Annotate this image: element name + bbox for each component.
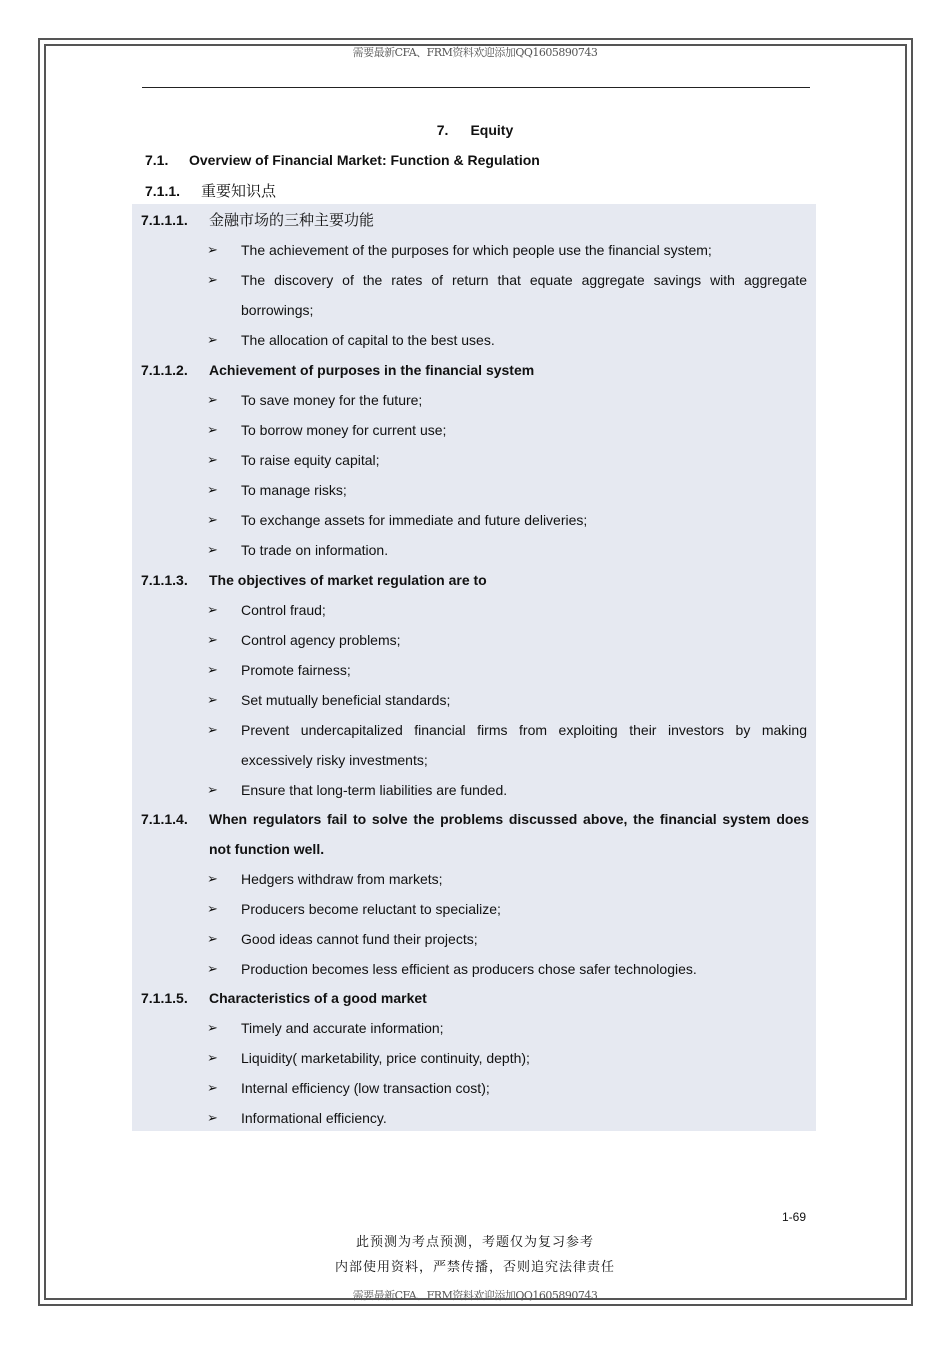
arrow-bullet-icon: ➢	[207, 632, 218, 647]
arrow-bullet-icon: ➢	[207, 242, 218, 257]
arrow-bullet-icon: ➢	[207, 452, 218, 467]
list-item: ➢ Control agency problems;	[207, 625, 807, 655]
list-item: ➢ To exchange assets for immediate and future deliveries;	[207, 505, 807, 535]
list-item: ➢ Set mutually beneficial standards;	[207, 685, 807, 715]
list-item: ➢ To trade on information.	[207, 535, 807, 565]
list-item: ➢ To save money for the future;	[207, 385, 807, 415]
list-item: ➢ The discovery of the rates of return that equate aggregate savings with aggregate borrowings;	[207, 265, 807, 325]
topic-number: 7.1.1.3.	[141, 572, 188, 588]
topic-number: 7.1.1.2.	[141, 362, 188, 378]
topic-heading-1	[141, 205, 809, 235]
arrow-bullet-icon: ➢	[207, 722, 218, 737]
watermark-bottom: 需要最新CFA、FRM资料欢迎添加QQ1605890743	[352, 1289, 598, 1302]
subsection-heading	[145, 180, 276, 201]
bullet-list-2	[207, 385, 807, 565]
footer-disclaimer-1: 此预测为考点预测，考题仅为复习参考	[355, 1235, 594, 1250]
arrow-bullet-icon: ➢	[207, 1080, 218, 1095]
topic-title: 金融市场的三种主要功能	[209, 211, 375, 229]
list-item: ➢ Timely and accurate information;	[207, 1013, 807, 1043]
arrow-bullet-icon: ➢	[207, 272, 218, 287]
list-item: ➢ Promote fairness;	[207, 655, 807, 685]
list-item: ➢ Hedgers withdraw from markets;	[207, 864, 807, 894]
list-item: ➢ Internal efficiency (low transaction cost);	[207, 1073, 807, 1103]
topic-title: The objectives of market regulation are to	[209, 572, 487, 588]
section-heading-text: Overview of Financial Market: Function & Regulation	[189, 152, 540, 168]
list-item: ➢ The achievement of the purposes for which people use the financial system;	[207, 235, 807, 265]
subsection-heading-text: 重要知识点	[201, 182, 277, 200]
arrow-bullet-icon: ➢	[207, 782, 218, 797]
topic-title: When regulators fail to solve the problems discussed above, the financial system does not function well.	[209, 811, 809, 857]
chapter-number: 7.	[436, 122, 449, 138]
arrow-bullet-icon: ➢	[207, 602, 218, 617]
arrow-bullet-icon: ➢	[207, 422, 218, 437]
arrow-bullet-icon: ➢	[207, 871, 218, 886]
bullet-list-3	[207, 595, 807, 805]
topic-number: 7.1.1.4.	[141, 811, 188, 827]
header-rule	[142, 87, 810, 88]
topic-title: Characteristics of a good market	[209, 990, 427, 1006]
list-item: ➢ Informational efficiency.	[207, 1103, 807, 1133]
list-item: ➢ Control fraud;	[207, 595, 807, 625]
arrow-bullet-icon: ➢	[207, 692, 218, 707]
arrow-bullet-icon: ➢	[207, 1020, 218, 1035]
topic-heading-5	[141, 983, 809, 1013]
subsection-number: 7.1.1.	[145, 183, 181, 199]
arrow-bullet-icon: ➢	[207, 392, 218, 407]
list-item: ➢ Liquidity( marketability, price continuity, depth);	[207, 1043, 807, 1073]
bullet-list-4	[207, 864, 807, 984]
arrow-bullet-icon: ➢	[207, 662, 218, 677]
section-number: 7.1.	[145, 152, 169, 168]
arrow-bullet-icon: ➢	[207, 542, 218, 557]
footer-disclaimer-2: 内部使用资料，严禁传播，否则追究法律责任	[334, 1260, 615, 1275]
arrow-bullet-icon: ➢	[207, 931, 218, 946]
topic-heading-2	[141, 355, 809, 385]
list-item: ➢ To borrow money for current use;	[207, 415, 807, 445]
list-item: ➢ The allocation of capital to the best uses.	[207, 325, 807, 355]
arrow-bullet-icon: ➢	[207, 1050, 218, 1065]
arrow-bullet-icon: ➢	[207, 1110, 218, 1125]
topic-heading-4	[141, 804, 809, 864]
list-item: ➢ Production becomes less efficient as producers chose safer technologies.	[207, 954, 807, 984]
arrow-bullet-icon: ➢	[207, 512, 218, 527]
list-item: ➢ To raise equity capital;	[207, 445, 807, 475]
topic-title: Achievement of purposes in the financial system	[209, 362, 535, 378]
section-heading	[145, 152, 540, 168]
list-item: ➢ Prevent undercapitalized financial firms from exploiting their investors by making excessively risky investments;	[207, 715, 807, 775]
list-item: ➢ Good ideas cannot fund their projects;	[207, 924, 807, 954]
page-number: 1-69	[782, 1210, 807, 1224]
arrow-bullet-icon: ➢	[207, 901, 218, 916]
bullet-list-5	[207, 1013, 807, 1133]
topic-number: 7.1.1.5.	[141, 990, 188, 1006]
chapter-title	[0, 122, 950, 138]
bullet-list-1	[207, 235, 807, 355]
list-item: ➢ Producers become reluctant to specialize;	[207, 894, 807, 924]
list-item: ➢ Ensure that long-term liabilities are funded.	[207, 775, 807, 805]
arrow-bullet-icon: ➢	[207, 482, 218, 497]
arrow-bullet-icon: ➢	[207, 332, 218, 347]
watermark-top: 需要最新CFA、FRM资料欢迎添加QQ1605890743	[352, 46, 598, 59]
topic-heading-3	[141, 565, 809, 595]
chapter-title-text: Equity	[470, 122, 514, 138]
list-item: ➢ To manage risks;	[207, 475, 807, 505]
topic-number: 7.1.1.1.	[141, 212, 188, 228]
arrow-bullet-icon: ➢	[207, 961, 218, 976]
